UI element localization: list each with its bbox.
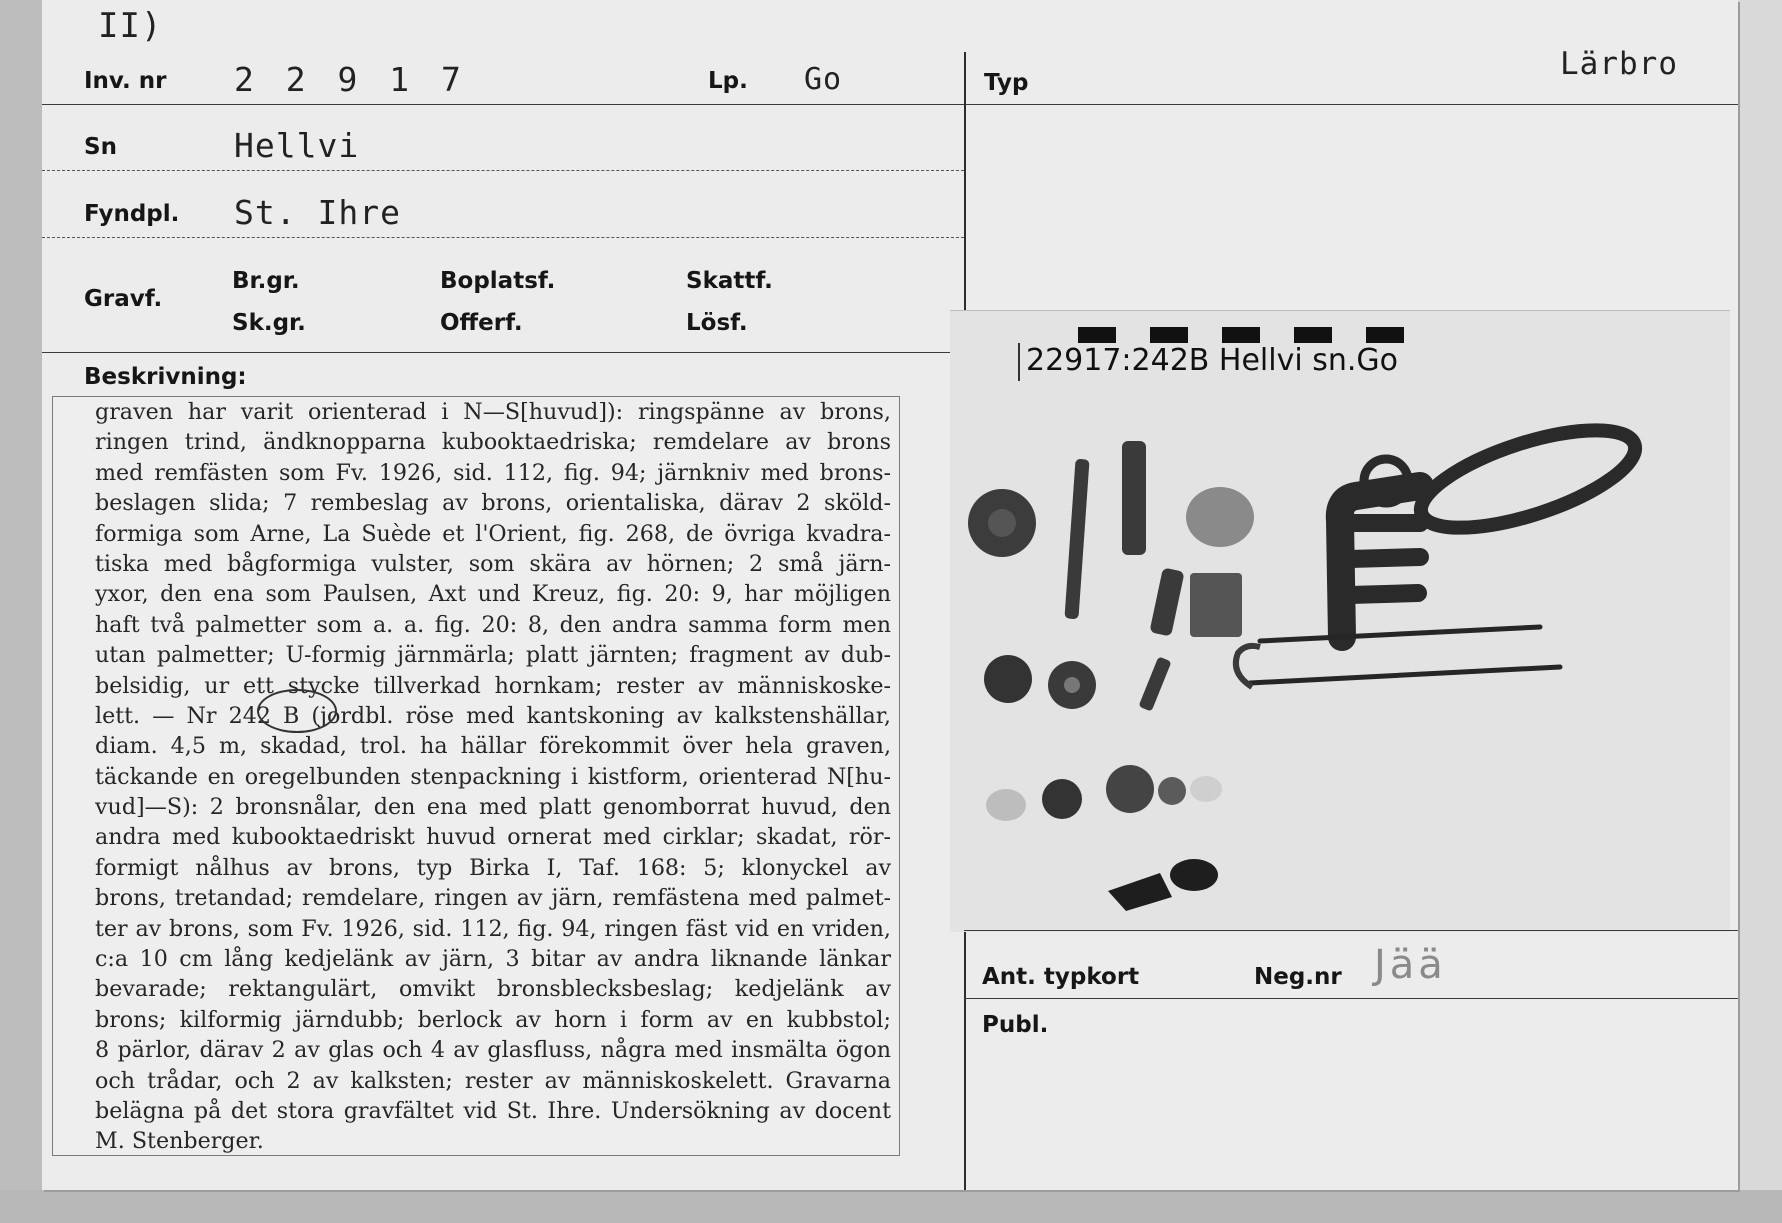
desc-line: belsidig, ur ett stycke tillverkad hornkam; rester av människoske- [95, 672, 891, 699]
desc-line: belägna på det stora gravfältet vid St. Ihre. Undersökning av docent [95, 1097, 891, 1124]
gravf-option-sk-gr: Sk.gr. [232, 310, 306, 336]
neg-nr-value: Jää [1374, 942, 1447, 988]
desc-line: brons, tretandad; remdelare, ringen av järn, remfästena med palmet- [95, 885, 891, 912]
desc-line: graven har varit orienterad i N—S[huvud]): ringspänne av brons, [95, 399, 891, 425]
desc-line: formigt nålhus av brons, typ Birka I, Taf. 168: 5; klonyckel av [95, 854, 891, 881]
nr-circle-mark [257, 689, 337, 733]
typ-label: Typ [984, 70, 1029, 96]
desc-line: beslagen slida; 7 rembeslag av brons, orientaliska, därav 2 sköld- [95, 490, 891, 517]
gravf-option-offerf: Offerf. [440, 310, 523, 336]
artifacts-drawing [950, 311, 1730, 933]
lp-value: Go [804, 62, 843, 97]
key-artifact-icon [1340, 410, 1646, 637]
neg-nr-label: Neg.nr [1254, 964, 1342, 990]
ant-typkort-label: Ant. typkort [982, 964, 1140, 990]
desc-line: med remfästen som Fv. 1926, sid. 112, fig. 94; järnkniv med brons- [95, 459, 891, 486]
inv-nr-value: 2 2 9 1 7 [234, 60, 467, 99]
beskrivning-label: Beskrivning: [84, 364, 247, 390]
description-text [52, 396, 900, 1156]
desc-line: täckande en oregelbunden stenpackning i kistform, orienterad N[hu- [95, 763, 891, 790]
desc-line: lett. — Nr 242 B (jordbl. röse med kantskoning av kalkstenshällar, [95, 702, 891, 729]
desc-line: utan palmetter; U-formig järnmärla; platt järnten; fragment av dub- [95, 642, 891, 669]
desc-line: brons; kilformig järndubb; berlock av horn i form av en kubbstol; [95, 1006, 891, 1033]
fyndpl-label: Fyndpl. [84, 201, 180, 227]
beads-icon [968, 487, 1260, 821]
divider-inv [42, 104, 964, 105]
gravf-option-br-gr: Br.gr. [232, 268, 300, 294]
lp-label: Lp. [708, 68, 748, 94]
sn-value: Hellvi [234, 126, 360, 165]
divider-gravf [42, 352, 964, 353]
divider-typ [964, 104, 1738, 105]
fragments-icon [1108, 859, 1218, 911]
scan-edge-bottom [0, 1190, 1782, 1223]
gravf-option-skattf: Skattf. [686, 268, 773, 294]
divider-fyndpl [42, 237, 964, 238]
corner-mark: II) [98, 6, 163, 46]
divider-photo-bottom [964, 930, 1738, 931]
desc-line: haft två palmetter som a. a. fig. 20: 8, den andra samma form men [95, 611, 891, 638]
desc-line: vud]—S): 2 bronsnålar, den ena med platt genomborrat huvud, den [95, 794, 891, 821]
inv-nr-label: Inv. nr [84, 68, 167, 94]
desc-line: och trådar, och 2 av kalksten; rester av människoskelett. Gravarna [95, 1067, 891, 1094]
gravf-option-losf: Lösf. [686, 310, 748, 336]
pins-icon [1250, 627, 1560, 683]
desc-line: yxor, den ena som Paulsen, Axt und Kreuz, fig. 20: 9, har möjligen [95, 581, 891, 608]
desc-line: formiga som Arne, La Suède et l'Orient, fig. 268, de övriga kvadra- [95, 520, 891, 547]
desc-line: diam. 4,5 m, skadad, trol. ha hällar förekommit över hela graven, [95, 733, 891, 760]
desc-line: tiska med bågformiga vulster, som skära av hörnen; 2 små järn- [95, 550, 891, 577]
desc-line: bevarade; rektangulärt, omvikt bronsblecksbeslag; kedjelänk av [95, 976, 891, 1003]
divider-sn [42, 170, 964, 171]
divider-typkort [964, 998, 1738, 999]
desc-line: 8 pärlor, därav 2 av glas och 4 av glasfluss, några med insmälta ögon [95, 1037, 891, 1064]
place-top-right: Lärbro [1560, 46, 1678, 82]
desc-line: ringen trind, ändknopparna kubooktaedriska; remdelare av brons [95, 429, 891, 456]
photo-label: 22917:242B Hellvi sn.Go [1018, 343, 1398, 381]
publ-label: Publ. [982, 1012, 1049, 1038]
desc-line: c:a 10 cm lång kedjelänk av järn, 3 bitar av andra liknande länkar [95, 946, 891, 973]
desc-line: andra med kubooktaedriskt huvud ornerat med cirklar; skadat, rör- [95, 824, 891, 851]
gravf-label: Gravf. [84, 286, 163, 312]
scan-edge-right [1738, 0, 1782, 1223]
sn-label: Sn [84, 134, 117, 160]
desc-line: ter av brons, som Fv. 1926, sid. 112, fig. 94, ringen fäst vid en vriden, [95, 915, 891, 942]
artifact-photo [950, 310, 1730, 932]
desc-line: M. Stenberger. [95, 1128, 264, 1155]
gravf-option-boplatsf: Boplatsf. [440, 268, 556, 294]
scan-edge-left [0, 0, 42, 1223]
fyndpl-value: St. Ihre [234, 193, 401, 232]
